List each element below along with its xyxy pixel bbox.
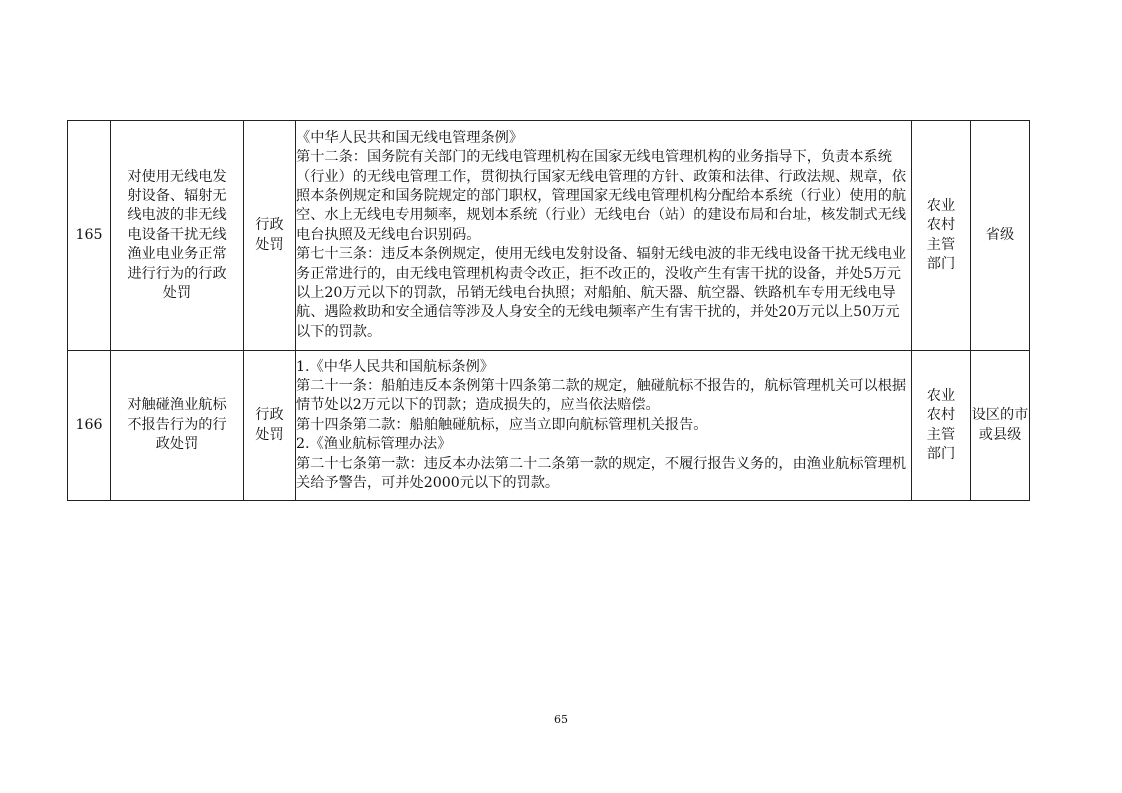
level-line: 设区的市 bbox=[971, 407, 1029, 424]
jurisdiction-level bbox=[971, 351, 1030, 501]
basis-paragraph: 第二十七条第一款：违反本办法第二十二条第一款的规定，不履行报告义务的，由渔业航标管理机关给予警告，可并处2000元以下的罚款。 bbox=[296, 455, 907, 492]
item-line: 不报告行为的行 bbox=[127, 416, 227, 433]
basis-paragraph: 《中华人民共和国无线电管理条例》 bbox=[296, 129, 524, 146]
dept-line: 主管 bbox=[926, 426, 956, 443]
basis-paragraph: 第二十一条：船舶违反本条例第十四条第二款的规定，触碰航标不报告的，航标管理机关可以根据情节处以2万元以下的罚款；造成损失的，应当依法赔偿。 bbox=[296, 377, 907, 414]
type-line: 处罚 bbox=[255, 236, 284, 253]
responsible-department bbox=[912, 351, 971, 501]
item-line: 进行行为的行政 bbox=[127, 265, 227, 282]
type-line: 行政 bbox=[255, 217, 284, 234]
table-row bbox=[68, 351, 1030, 501]
penalty-item bbox=[111, 121, 244, 351]
dept-line: 农村 bbox=[926, 217, 956, 234]
page-number: 65 bbox=[554, 713, 568, 726]
penalty-table bbox=[67, 120, 1030, 501]
dept-line: 农业 bbox=[926, 197, 956, 214]
basis-paragraph: 第十二条：国务院有关部门的无线电管理机构在国家无线电管理机构的业务指导下，负责本系统（行业）的无线电管理工作，贯彻执行国家无线电管理的方针、政策和法律、行政法规、规章，依照本条例规定和国务院规定的部门职权，管理国家无线电管理机构分配给本系统（行业）使用的航空、水上无线电专用频率，规划本系统（行业）无线电台（站）的建设布局和台址，核发制式无线电台执照及无线电台识别码。 bbox=[296, 149, 907, 243]
basis-paragraph: 2.《渔业航标管理办法》 bbox=[296, 436, 452, 453]
row-number: 165 bbox=[68, 121, 111, 351]
item-line: 对使用无线电发 bbox=[127, 168, 227, 185]
item-line: 政处罚 bbox=[155, 436, 199, 453]
dept-line: 农业 bbox=[926, 387, 956, 404]
legal-basis bbox=[296, 121, 912, 351]
penalty-type bbox=[244, 351, 296, 501]
item-line: 射设备、辐射无 bbox=[127, 187, 227, 204]
penalty-item bbox=[111, 351, 244, 501]
level-line: 或县级 bbox=[978, 426, 1022, 443]
type-line: 处罚 bbox=[255, 426, 284, 443]
dept-line: 农村 bbox=[926, 407, 956, 424]
item-line: 渔业电业务正常 bbox=[127, 246, 227, 263]
basis-paragraph: 第七十三条：违反本条例规定，使用无线电发射设备、辐射无线电波的非无线电设备干扰无线电业务正常进行的，由无线电管理机构责令改正，拒不改正的，没收产生有害干扰的设备，并处5万元以上20万元以下的罚款，吊销无线电台执照；对船舶、航天器、航空器、铁路机车专用无线电导航、遇险救助和安全通信等涉及人身安全的无线电频率产生有害干扰的，并处20万元以上50万元以下的罚款。 bbox=[296, 246, 907, 340]
table-row bbox=[68, 121, 1030, 351]
item-line: 处罚 bbox=[162, 285, 192, 302]
type-line: 行政 bbox=[255, 407, 284, 424]
item-line: 线电波的非无线 bbox=[127, 207, 227, 224]
row-number: 166 bbox=[68, 351, 111, 501]
dept-line: 部门 bbox=[926, 445, 956, 462]
item-line: 对触碰渔业航标 bbox=[127, 397, 227, 414]
basis-paragraph: 1.《中华人民共和国航标条例》 bbox=[296, 358, 494, 375]
legal-basis bbox=[296, 351, 912, 501]
jurisdiction-level: 省级 bbox=[971, 121, 1030, 351]
dept-line: 部门 bbox=[926, 255, 956, 272]
item-line: 电设备干扰无线 bbox=[127, 226, 227, 243]
responsible-department bbox=[912, 121, 971, 351]
penalty-type bbox=[244, 121, 296, 351]
dept-line: 主管 bbox=[926, 236, 956, 253]
basis-paragraph: 第十四条第二款：船舶触碰航标，应当立即向航标管理机关报告。 bbox=[296, 416, 708, 433]
